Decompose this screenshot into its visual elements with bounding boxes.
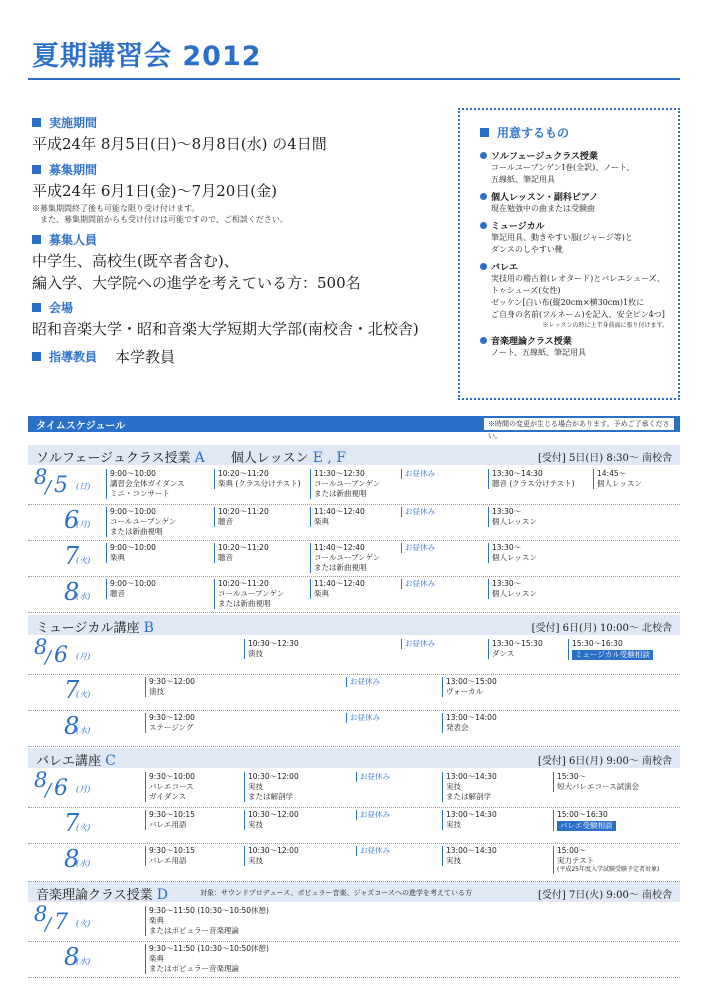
course-header-musical: ミュージカル講座 B [受付] 6日(月) 10:00～ 北校舎 [28,615,680,635]
schedule-cell: 10:20～11:20 聴音 [214,543,269,563]
schedule-cell: 9:30～11:50 (10:30～10:50休憩) 楽典 またはポピュラー音楽理論 [145,944,269,974]
timetable-bar [28,416,680,440]
reception-info: [受付] 6日(月) 9:00～ 南校舎 [538,756,672,767]
venue-heading: 会場 [32,299,452,316]
lunch-break: お昼休み [401,543,435,553]
target-note: 対象：サウンドプロデュース、ポピュラー音楽、ジャズコースへの進学を考えている方 [200,889,472,897]
square-icon [32,303,41,312]
schedule-cell: 9:00～10:00 コールユーブンゲン または新曲視唱 [106,507,176,537]
venue-value: 昭和音楽大学・昭和音楽大学短期大学部(南校舎・北校舎) [32,320,419,339]
square-icon [32,118,41,127]
schedule-cell: 10:30～12:00 実技 [244,846,299,866]
reception-info: [受付] 5日(日) 8:30～ 南校舎 [538,453,672,464]
people-line-2: 編入学、大学院への進学を考えている方：500名 [32,273,361,292]
period-value: 平成24年 8月5日(日)～8月8日(水) の4日間 [32,135,327,153]
date-label: 8 (水) [64,578,91,606]
square-icon [480,128,489,137]
date-label: 8 / 6 (月) [34,635,91,668]
consultation-badge: ミュージカル受験相談 [572,650,653,660]
schedule-row [28,711,680,747]
date-label: 7 (火) [64,676,91,704]
date-label: 8 (水) [64,845,91,873]
course-header-ballet: バレエ講座 C [受付] 6日(月) 9:00～ 南校舎 [28,748,680,768]
course-header-theory: 音楽理論クラス授業 D 対象：サウンドプロデュース、ポピュラー音楽、ジャズコースへの進学を考えている方 [受付] 7日(火) 9:00～ 南校舎 [28,882,680,902]
recruit-heading: 募集期間 [32,161,452,178]
schedule-row [28,467,680,505]
schedule-cell: 9:30～10:15 バレエ用語 [145,810,195,830]
schedule-cell: 13:00～14:30 実技 または解剖学 [442,772,497,802]
prepare-item: 個人レッスン・副科ピアノ 現在勉強中の曲または受験曲 [480,190,668,215]
schedule-cell: 13:30～ 個人レッスン [488,507,537,527]
lunch-break: お昼休み [346,677,380,687]
schedule-row [28,675,680,711]
schedule-cell: 10:20～11:20 聴音 [214,507,269,527]
lunch-break: お昼休み [401,639,435,649]
schedule-cell: 15:00～16:30 バレエ受験相談 [553,810,616,831]
schedule-cell: 9:00～10:00 聴音 [106,579,156,599]
prepare-title: 用意するもの [480,124,668,141]
square-icon [32,165,41,174]
prepare-item: ソルフェージュクラス授業 コールユーブンゲンⅠ巻(全訳)、ノート、 五線紙、筆記用具 [480,149,668,186]
square-icon [32,352,41,361]
schedule-cell: 10:20～11:20 楽典 (クラス分けテスト) [214,469,301,489]
info-section [32,108,452,367]
reception-info: [受付] 6日(月) 10:00～ 北校舎 [531,623,672,634]
schedule-row [28,808,680,844]
people-line-1: 中学生、高校生(既卒者含む)、 [32,252,239,271]
schedule-cell: 13:00～14:30 実技 [442,810,497,830]
schedule-cell: 9:00～10:00 講習会全体ガイダンス ミニ・コンサート [106,469,185,499]
schedule-row [28,942,680,978]
schedule-cell: 13:30～ 個人レッスン [488,543,537,563]
schedule-row [28,904,680,942]
schedule-row [28,505,680,541]
schedule-cell: 11:40～12:40 コールユーブンゲン または新曲視唱 [310,543,380,573]
lunch-break: お昼休み [346,713,380,723]
schedule-row [28,541,680,577]
schedule-cell: 10:20～11:20 コールユーブンゲン または新曲視唱 [214,579,284,609]
schedule-row [28,844,680,882]
schedule-cell: 11:30～12:30 コールユーブンゲン または新曲視唱 [310,469,380,499]
people-heading: 募集人員 [32,231,452,248]
schedule-cell: 10:30～12:00 実技 [244,810,299,830]
schedule-cell: 15:30～16:30 ミュージカル受験相談 [568,639,653,660]
date-label: 6 (月) [64,506,91,534]
period-heading: 実施期間 [32,114,452,131]
page-title: 夏期講習会 2012 [32,41,262,72]
schedule-row [28,637,680,675]
title-rule [28,78,680,80]
schedule-cell: 9:30～12:00 演技 [145,677,195,697]
consultation-badge: バレエ受験相談 [557,821,616,831]
schedule-cell: 15:00～ 実力テスト (平成25年度入学試験受験予定者対象) [553,846,659,874]
lunch-break: お昼休み [401,507,435,517]
date-label: 8 / 7 (火) [34,902,91,935]
schedule-cell: 14:45～ 個人レッスン [593,469,642,489]
date-label: 7 (火) [64,542,91,570]
course-header-solfege: ソルフェージュクラス授業 A 個人レッスン E , F [受付] 5日(日) 8:30～ 南校舎 [28,445,680,465]
date-label: 8 (水) [64,943,91,971]
date-label: 8 / 6 (月) [34,768,91,801]
lunch-break: お昼休み [401,469,435,479]
schedule-cell: 9:00～10:00 楽典 [106,543,156,563]
square-icon [32,235,41,244]
date-label: 8 (水) [64,712,91,740]
prepare-item: ミュージカル 筆記用具、動きやすい服(ジャージ等)と ダンスのしやすい靴 [480,219,668,256]
lunch-break: お昼休み [356,846,390,856]
schedule-cell: 15:30～ 短大バレエコース試演会 [553,772,639,792]
schedule-cell: 13:00～14:30 実技 [442,846,497,866]
bullet-icon [480,263,487,270]
schedule-cell: 10:30～12:30 演技 [244,639,299,659]
lunch-break: お昼休み [356,772,390,782]
recruit-value: 平成24年 6月1日(金)～7月20日(金) [32,181,277,200]
timetable-title: タイムスケジュール [36,421,126,432]
bullet-icon [480,152,487,159]
schedule-cell: 13:30～15:30 ダンス [488,639,543,659]
bullet-icon [480,337,487,344]
teacher-value: 本学教員 [115,347,176,366]
timetable-note: ※時間の変更が生じる場合があります。予めご了承ください。 [484,418,674,430]
schedule-cell: 11:40～12:40 楽典 [310,507,365,527]
date-label: 8 / 5 (日) [34,465,91,498]
schedule-row [28,577,680,613]
recruit-note-2: また、募集期間前からも受け付けは可能ですので、ご相談ください。 [32,215,288,225]
prepare-item: バレエ 実技用の稽古着(レオタード)とバレエシューズ、 トゥシューズ(女性) ゼッケン[白い布(縦20cm×横30cm)1枚に ご自身の名前(フルネーム)を記入、安全ピン4つ] ※レッスンの時に上半身前面に張り付けます。 [480,260,668,330]
schedule-cell: 9:30～10:15 バレエ用語 [145,846,195,866]
lunch-break: お昼休み [356,810,390,820]
date-label: 7 (火) [64,809,91,837]
prepare-box [458,108,680,400]
schedule-cell: 9:30～10:00 バレエコース ガイダンス [145,772,195,802]
schedule-cell: 13:00～15:00 ヴォーカル [442,677,497,697]
schedule-cell: 11:40～12:40 楽典 [310,579,365,599]
lunch-break: お昼休み [401,579,435,589]
bullet-icon [480,222,487,229]
schedule-cell: 13:30～ 個人レッスン [488,579,537,599]
bullet-icon [480,193,487,200]
prepare-item: 音楽理論クラス授業 ノート、五線紙、筆記用具 [480,334,668,359]
reception-info: [受付] 7日(火) 9:00～ 南校舎 [538,890,672,901]
schedule-cell: 9:30～11:50 (10:30～10:50休憩) 楽典 またはポピュラー音楽理論 [145,906,269,936]
schedule-cell: 9:30～12:00 ステージング [145,713,195,733]
schedule-cell: 13:30～14:30 聴音 (クラス分けテスト) [488,469,575,489]
schedule-cell: 13:00～14:00 発表会 [442,713,497,733]
teacher-heading: 指導教員 本学教員 [32,346,452,367]
recruit-note: ※募集期間終了後も可能な限り受け付けます。 [32,204,200,213]
schedule-row [28,770,680,808]
schedule-cell: 10:30～12:00 実技 または解剖学 [244,772,299,802]
